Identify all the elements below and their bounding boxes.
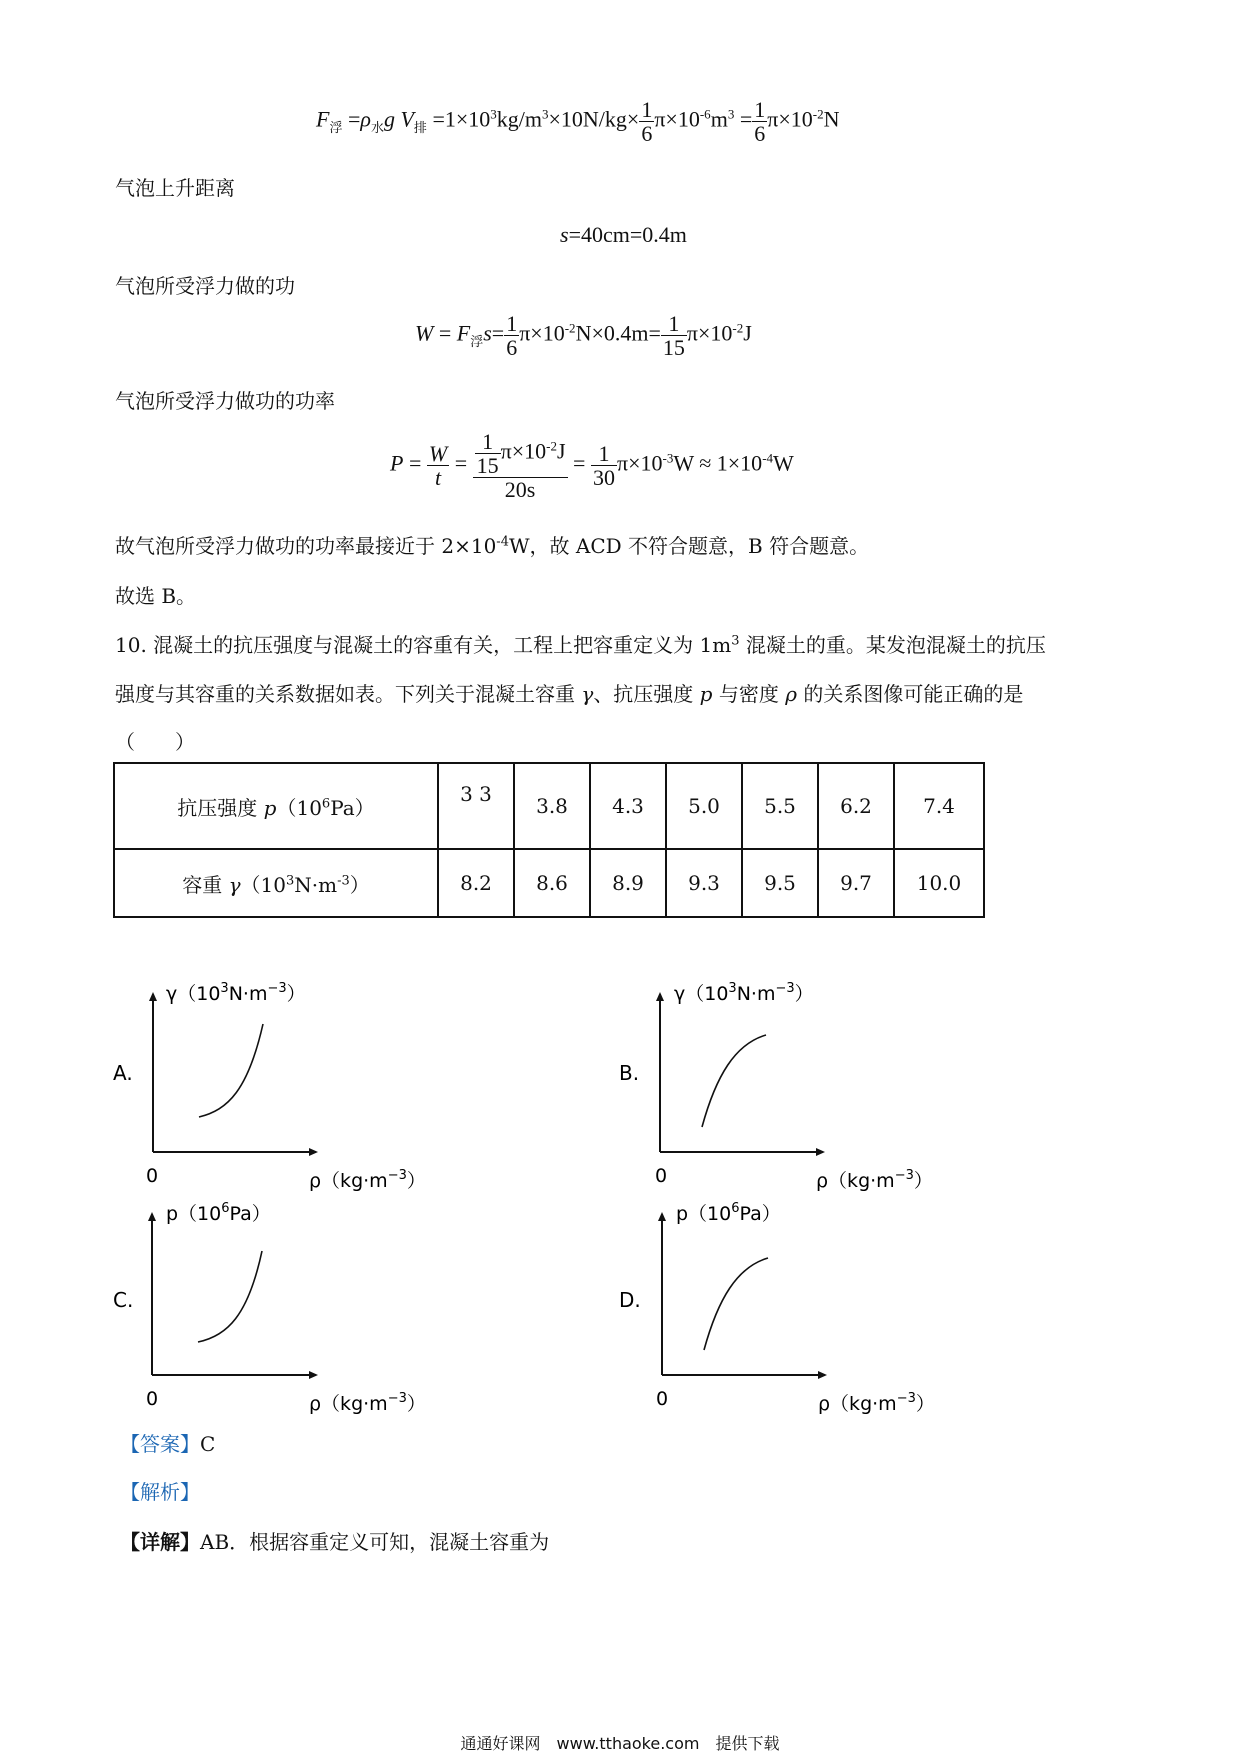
distance-formula: s=40cm=0.4m bbox=[560, 222, 687, 247]
fraction: $\frac{1}{6}$ bbox=[754, 97, 766, 147]
curve bbox=[198, 1251, 262, 1342]
choice: 故选 B。 bbox=[115, 584, 197, 608]
graph-a bbox=[113, 981, 426, 1192]
table-cell: 8.9 bbox=[590, 849, 666, 917]
compound-fraction: $\frac{1}{15}$ $\pi\times 10^{-2}J$ 20s bbox=[473, 430, 568, 501]
fraction: $\frac{1}{15}$ bbox=[662, 311, 685, 361]
fraction: $\frac{1}{6}$ bbox=[641, 97, 653, 147]
answer-paren: （ ） bbox=[115, 730, 195, 754]
y-axis-label: $\gamma(10^3N\cdot m^{-3})$ bbox=[674, 981, 814, 1005]
table-cell: 8.6 bbox=[514, 849, 590, 917]
x-axis-label: $\rho(kg\cdot m^{-3})$ bbox=[816, 1168, 933, 1192]
row-label-density: 容重 $\gamma(10^3N\cdot m^{-3})$ bbox=[114, 849, 438, 917]
table-cell: 3.8 bbox=[514, 763, 590, 849]
curve bbox=[704, 1258, 768, 1350]
power-formula: P = $\frac{W}{t}$ = $\frac{1}{15}$ $\pi\times 10^{-2}J$ 20s = $\frac{1}{30}$ $\pi\times 10^{-3}W \approx 1\times 10^{-4}W$ bbox=[390, 429, 794, 503]
graph-c bbox=[113, 1201, 426, 1415]
footer-credit: 通通好课网 www.tthaoke.com 提供下载 bbox=[460, 1734, 780, 1753]
x-axis-label: $\rho(kg\cdot m^{-3})$ bbox=[309, 1168, 426, 1192]
table-cell: 4.3 bbox=[590, 763, 666, 849]
table-cell: 9.7 bbox=[818, 849, 894, 917]
table-cell: 5.5 bbox=[742, 763, 818, 849]
work-label: 气泡所受浮力做的功 bbox=[115, 274, 295, 298]
option-letter: A. bbox=[113, 1061, 133, 1085]
curve bbox=[199, 1024, 263, 1117]
x-axis-label: $\rho(kg\cdot m^{-3})$ bbox=[309, 1391, 426, 1415]
detail-tag: 【详解】 bbox=[120, 1530, 200, 1554]
table-cell: 8.2 bbox=[438, 849, 514, 917]
fraction: $\frac{1}{30}$ bbox=[592, 441, 615, 491]
y-axis-label: $p(10^6Pa)$ bbox=[166, 1201, 271, 1225]
option-graphs bbox=[0, 950, 1240, 1430]
analysis-line bbox=[120, 1476, 200, 1505]
table-cell: 6.2 bbox=[818, 763, 894, 849]
rise-label: 气泡上升距离 bbox=[115, 176, 235, 200]
table-cell: 5.0 bbox=[666, 763, 742, 849]
graph-d bbox=[619, 1201, 935, 1415]
option-letter: C. bbox=[113, 1288, 134, 1312]
fraction: $\frac{1}{15}$ bbox=[476, 429, 499, 479]
question-line-1: 10. 混凝土的抗压强度与混凝土的容重有关，工程上把容重定义为 $1m^3$ 混凝土的重。某发泡混凝土的抗压 bbox=[115, 633, 1046, 657]
question-line-2: 强度与其容重的关系数据如表。下列关于混凝土容重 γ、抗压强度 p 与密度 ρ 的关系图像可能正确的是 bbox=[115, 682, 1024, 706]
graph-b bbox=[619, 981, 933, 1192]
origin-label: 0 bbox=[146, 1388, 159, 1410]
table-cell: 9.3 bbox=[666, 849, 742, 917]
detail-line bbox=[120, 1526, 549, 1555]
data-table bbox=[113, 762, 985, 918]
fraction: $\frac{1}{6}$ bbox=[506, 311, 518, 361]
buoyancy-formula: $F_浮 =\rho_水g$ $V_排 =1\times 10^3kg/m^3\times 10N/kg\times$ $\frac{1}{6}$ $\pi\times 10^{-6}m^3$ = $\frac{1}{6}$ $\pi\times 10^{-2}N$ bbox=[316, 97, 840, 147]
y-axis-label: $p(10^6Pa)$ bbox=[676, 1201, 781, 1225]
fraction: $\frac{W}{t}$ bbox=[428, 441, 448, 491]
x-axis-label: $\rho(kg\cdot m^{-3})$ bbox=[818, 1391, 935, 1415]
answer-value: C bbox=[200, 1432, 216, 1456]
option-letter: B. bbox=[619, 1061, 640, 1085]
origin-label: 0 bbox=[655, 1165, 668, 1187]
origin-label: 0 bbox=[656, 1388, 669, 1410]
table-cell: 7.4 bbox=[894, 763, 984, 849]
table-cell: 9.5 bbox=[742, 849, 818, 917]
table-cell: 10.0 bbox=[894, 849, 984, 917]
answer-line bbox=[120, 1428, 215, 1457]
answer-tag: 【答案】 bbox=[120, 1432, 200, 1456]
work-formula: $W = F_浮s=$ $\frac{1}{6}$ $\pi\times 10^{-2}N\times 0.4m=$ $\frac{1}{15}$ $\pi\times 10^{-2}J$ bbox=[415, 311, 752, 361]
table-row-density bbox=[114, 849, 984, 917]
table-row-strength bbox=[114, 763, 984, 849]
origin-label: 0 bbox=[146, 1165, 159, 1187]
row-label-strength: 抗压强度 $p(10^6Pa)$ bbox=[114, 763, 438, 849]
curve bbox=[702, 1035, 766, 1127]
table-cell: 3 3 bbox=[438, 763, 514, 849]
y-axis-label: $\gamma(10^3N\cdot m^{-3})$ bbox=[166, 981, 306, 1005]
detail-text: AB．根据容重定义可知，混凝土容重为 bbox=[200, 1530, 550, 1554]
option-letter: D. bbox=[619, 1288, 641, 1312]
power-label: 气泡所受浮力做功的功率 bbox=[115, 389, 335, 413]
analysis-tag: 【解析】 bbox=[120, 1480, 200, 1504]
conclusion: 故气泡所受浮力做功的功率最接近于 $2\times 10^{-4}W$，故 ACD 不符合题意，B 符合题意。 bbox=[115, 534, 870, 558]
